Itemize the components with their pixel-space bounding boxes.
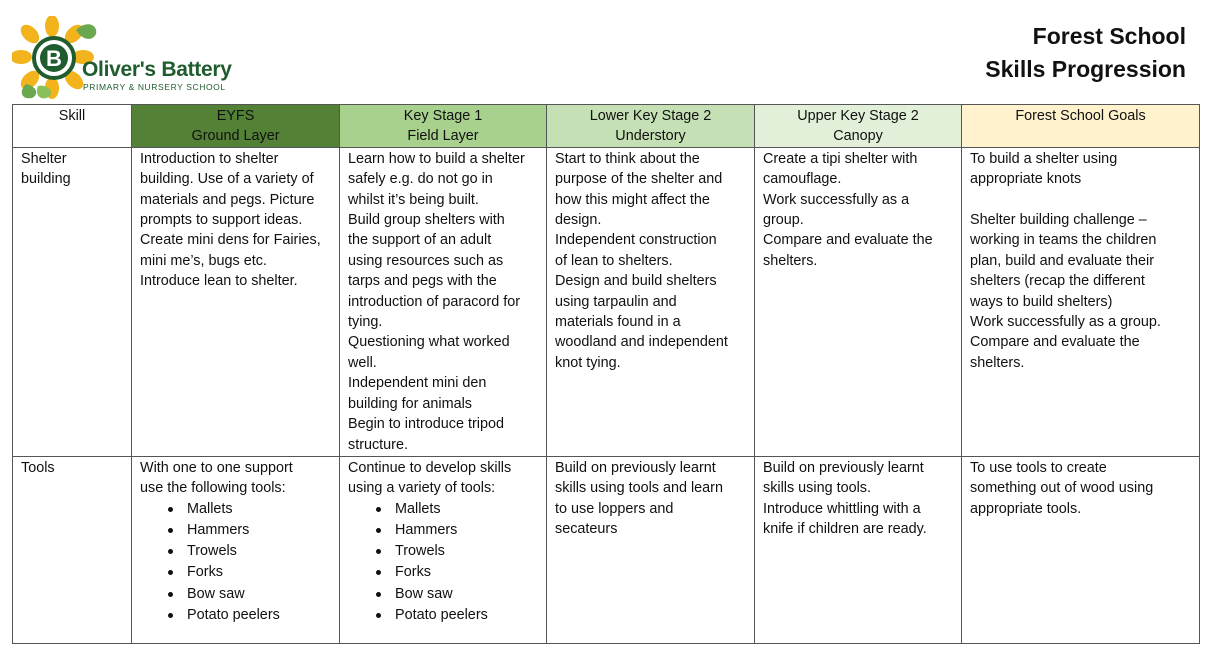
cell-text-line: plan, build and evaluate their xyxy=(970,252,1155,269)
cell-text-line: Shelter building challenge – xyxy=(970,212,1147,229)
list-item: Trowels xyxy=(395,541,539,561)
cell-text-line: mini me’s, bugs etc. xyxy=(140,252,267,269)
header-key-stage-1: Key Stage 1 Field Layer xyxy=(340,105,547,148)
cell-text-line: Create a tipi shelter with xyxy=(763,150,918,167)
cell-tools-lks2 xyxy=(547,456,755,643)
school-logo xyxy=(12,16,252,102)
cell-text-line: materials and pegs. Picture xyxy=(140,191,315,208)
cell-text-line: well. xyxy=(348,354,377,371)
cell-text-line: materials found in a xyxy=(555,314,681,331)
table-header-row xyxy=(13,105,1200,148)
cell-text-line: tarps and pegs with the xyxy=(348,273,497,290)
cell-text-line: shelters. xyxy=(763,252,818,269)
header-eyfs: EYFS Ground Layer xyxy=(132,105,340,148)
cell-tools-goals xyxy=(962,456,1200,643)
cell-text-line: Work successfully as a xyxy=(763,191,910,208)
list-item: Forks xyxy=(187,562,332,582)
cell-text-line: Design and build shelters xyxy=(555,273,717,290)
cell-text-line: something out of wood using xyxy=(970,480,1154,497)
list-item: Trowels xyxy=(187,541,332,561)
cell-tools-eyfs xyxy=(132,456,340,643)
cell-text-line: Work successfully as a group. xyxy=(970,314,1161,331)
cell-text-line: the support of an adult xyxy=(348,232,492,249)
cell-text-line: knife if children are ready. xyxy=(763,521,927,538)
table-row-shelter-building xyxy=(13,147,1200,456)
tools-list-ks1 xyxy=(348,499,539,625)
cell-tools-uks2 xyxy=(755,456,962,643)
cell-text-line: building. Use of a variety of xyxy=(140,171,314,188)
cell-text-line: to use loppers and xyxy=(555,500,674,517)
cell-text-line: Independent mini den xyxy=(348,375,487,392)
header-lower-key-stage-2: Lower Key Stage 2 Understory xyxy=(547,105,755,148)
list-item: Hammers xyxy=(395,520,539,540)
cell-text-line: building for animals xyxy=(348,395,472,412)
cell-text-line: Build group shelters with xyxy=(348,212,505,229)
cell-text-line: Begin to introduce tripod xyxy=(348,416,504,433)
cell-text-line: shelters. xyxy=(970,354,1025,371)
list-item: Hammers xyxy=(187,520,332,540)
cell-text-line: shelters (recap the different xyxy=(970,273,1145,290)
cell-text-line: Build on previously learnt xyxy=(555,459,716,476)
school-subtitle: PRIMARY & NURSERY SCHOOL xyxy=(83,82,226,92)
skill-cell-tools: Tools xyxy=(13,456,132,643)
school-name: Oliver's Battery xyxy=(82,58,232,81)
tools-list-eyfs xyxy=(140,499,332,625)
cell-text-line: To build a shelter using xyxy=(970,150,1118,167)
cell-text-line: using a variety of tools: xyxy=(348,480,496,497)
cell-text-line: appropriate knots xyxy=(970,171,1082,188)
cell-text-line: skills using tools and learn xyxy=(555,480,723,497)
cell-text-line: ways to build shelters) xyxy=(970,293,1113,310)
page-title-line2: Skills Progression xyxy=(985,56,1186,82)
list-item: Bow saw xyxy=(395,584,539,604)
cell-text-line: camouflage. xyxy=(763,171,842,188)
header-forest-school-goals: Forest School Goals xyxy=(962,105,1200,148)
table-row-tools xyxy=(13,456,1200,643)
cell-text-line: Build on previously learnt xyxy=(763,459,924,476)
cell-text-line: knot tying. xyxy=(555,354,621,371)
cell-text-line: Compare and evaluate the xyxy=(763,232,933,249)
cell-text-line: tying. xyxy=(348,314,383,331)
page-title-line1: Forest School xyxy=(1032,23,1186,49)
cell-shelter-ks1 xyxy=(340,147,547,456)
cell-shelter-eyfs xyxy=(132,147,340,456)
cell-text-line: Create mini dens for Fairies, xyxy=(140,232,321,249)
cell-text-line: using resources such as xyxy=(348,252,504,269)
cell-text-line: Independent construction xyxy=(555,232,717,249)
cell-text-line: appropriate tools. xyxy=(970,500,1082,517)
list-item: Bow saw xyxy=(187,584,332,604)
cell-text-line: group. xyxy=(763,212,804,229)
cell-text-line: Introduction to shelter xyxy=(140,150,279,167)
cell-text-line: use the following tools: xyxy=(140,480,286,497)
list-item: Mallets xyxy=(395,499,539,519)
skill-cell-shelter-building: Shelter building xyxy=(13,147,132,456)
cell-shelter-lks2 xyxy=(547,147,755,456)
header-skill: Skill xyxy=(13,105,132,148)
cell-text-line: woodland and independent xyxy=(555,334,728,351)
page-title xyxy=(985,20,1186,86)
cell-text-line: Continue to develop skills xyxy=(348,459,512,476)
cell-text-line: purpose of the shelter and xyxy=(555,171,723,188)
cell-text-line: using tarpaulin and xyxy=(555,293,677,310)
cell-text-line: safely e.g. do not go in xyxy=(348,171,493,188)
cell-text-line: Learn how to build a shelter xyxy=(348,150,525,167)
cell-text-line: design. xyxy=(555,212,602,229)
cell-text-line: Introduce lean to shelter. xyxy=(140,273,298,290)
cell-text-line: skills using tools. xyxy=(763,480,871,497)
logo-badge-letter: B xyxy=(46,46,62,71)
cell-text-line: Questioning what worked xyxy=(348,334,510,351)
cell-text-line: prompts to support ideas. xyxy=(140,212,303,229)
cell-tools-ks1 xyxy=(340,456,547,643)
list-item: Mallets xyxy=(187,499,332,519)
cell-text-line: secateurs xyxy=(555,521,618,538)
cell-shelter-uks2 xyxy=(755,147,962,456)
header-upper-key-stage-2: Upper Key Stage 2 Canopy xyxy=(755,105,962,148)
cell-text-line: Compare and evaluate the xyxy=(970,334,1140,351)
cell-text-line: how this might affect the xyxy=(555,191,710,208)
cell-text-line: To use tools to create xyxy=(970,459,1107,476)
cell-text-line: working in teams the children xyxy=(970,232,1157,249)
cell-text-line: introduction of paracord for xyxy=(348,293,520,310)
skills-progression-table xyxy=(12,104,1200,644)
cell-text-line: Start to think about the xyxy=(555,150,700,167)
list-item: Potato peelers xyxy=(395,605,539,625)
cell-shelter-goals xyxy=(962,147,1200,456)
list-item: Potato peelers xyxy=(187,605,332,625)
cell-text-line: structure. xyxy=(348,436,408,453)
cell-text-line: Introduce whittling with a xyxy=(763,500,921,517)
list-item: Forks xyxy=(395,562,539,582)
cell-text-line: whilst it’s being built. xyxy=(348,191,479,208)
cell-text-line: With one to one support xyxy=(140,459,293,476)
cell-text-line: of lean to shelters. xyxy=(555,252,673,269)
